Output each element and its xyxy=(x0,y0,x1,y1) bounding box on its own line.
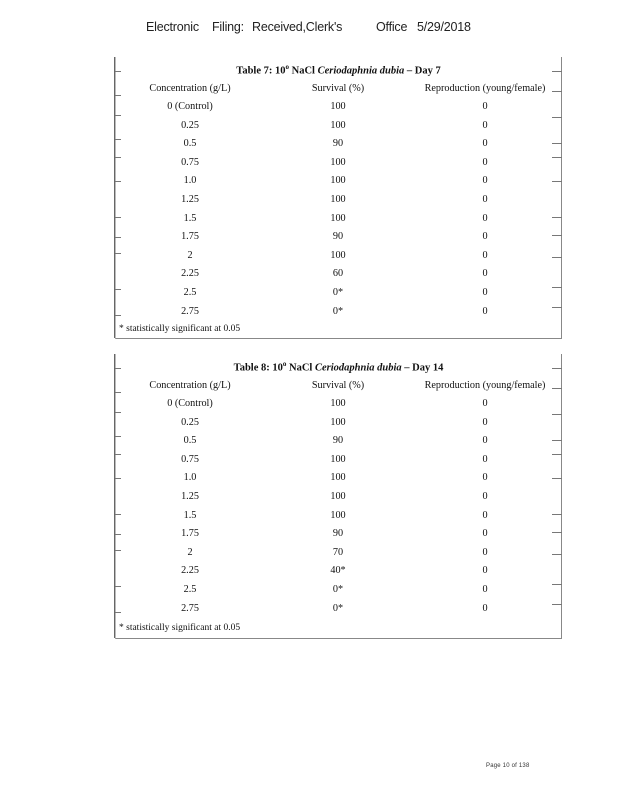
border-tick xyxy=(115,217,121,218)
cell-concentration: 0.75 xyxy=(181,453,199,465)
table-row xyxy=(116,268,561,286)
border-tick xyxy=(115,436,121,437)
table-title xyxy=(116,360,561,374)
cell-concentration: 1.5 xyxy=(183,212,197,224)
cell-survival: 100 xyxy=(330,398,346,409)
cell-concentration: 2 xyxy=(187,249,193,261)
table-title-degree: o xyxy=(285,63,289,71)
border-tick xyxy=(115,612,121,613)
column-header-concentration: Concentration (g/L) xyxy=(149,380,231,391)
table-row xyxy=(116,528,561,546)
table-row xyxy=(116,138,561,156)
cell-survival: 100 xyxy=(330,249,346,261)
cell-concentration: 0.5 xyxy=(183,138,197,150)
cell-reproduction: 0 xyxy=(482,231,488,243)
header-word-electronic: Electronic xyxy=(146,20,199,34)
cell-reproduction: 0 xyxy=(482,435,488,447)
cell-survival: 0* xyxy=(332,584,344,595)
cell-reproduction: 0 xyxy=(482,398,488,409)
cell-concentration: 1.0 xyxy=(183,472,197,484)
cell-survival: 100 xyxy=(330,156,346,168)
table-row xyxy=(116,584,561,602)
cell-survival: 60 xyxy=(332,268,344,280)
cell-concentration: 2.5 xyxy=(183,584,197,595)
border-tick xyxy=(115,534,121,535)
border-tick xyxy=(115,95,121,96)
cell-survival: 100 xyxy=(330,212,346,224)
cell-concentration: 0.25 xyxy=(181,119,199,131)
border-tick xyxy=(115,115,121,116)
table-title-salt: NaCl xyxy=(289,65,318,77)
cell-reproduction: 0 xyxy=(482,472,488,484)
table-row xyxy=(116,454,561,472)
table-footnote: * statistically significant at 0.05 xyxy=(119,324,241,334)
border-tick xyxy=(552,554,562,555)
cell-survival: 90 xyxy=(332,231,344,243)
border-tick xyxy=(115,586,121,587)
cell-reproduction: 0 xyxy=(482,528,488,540)
cell-survival: 70 xyxy=(332,546,344,558)
border-tick xyxy=(552,368,562,369)
border-tick xyxy=(552,440,562,441)
border-tick xyxy=(552,388,562,389)
header-date: 5/29/2018 xyxy=(417,20,471,34)
border-tick xyxy=(552,307,562,308)
cell-reproduction: 0 xyxy=(482,156,488,168)
table-title-degree: o xyxy=(282,360,287,368)
table-row xyxy=(116,306,561,324)
cell-survival: 100 xyxy=(330,472,346,484)
table-row xyxy=(116,547,561,565)
table-row xyxy=(116,510,561,528)
border-tick xyxy=(552,91,562,92)
cell-concentration: 0.25 xyxy=(181,416,199,428)
cell-survival: 100 xyxy=(330,101,346,112)
cell-survival: 90 xyxy=(332,435,344,447)
cell-reproduction: 0 xyxy=(482,101,488,112)
border-tick xyxy=(552,584,562,585)
table-row xyxy=(116,120,561,138)
table-title-prefix: Table 8: 10 xyxy=(233,362,283,374)
table-row xyxy=(116,565,561,583)
cell-concentration: 2 xyxy=(187,546,193,558)
header-word-office: Office xyxy=(376,20,408,34)
cell-concentration: 2.5 xyxy=(183,287,197,298)
border-tick xyxy=(552,287,562,288)
cell-survival: 100 xyxy=(330,119,346,131)
cell-survival: 0* xyxy=(332,602,344,614)
cell-concentration: 1.25 xyxy=(181,194,199,205)
column-header-reproduction: Reproduction (young/female) xyxy=(424,380,546,391)
table-row xyxy=(116,194,561,212)
border-tick xyxy=(115,514,121,515)
cell-survival: 90 xyxy=(332,528,344,540)
table-title-day: – Day 7 xyxy=(404,65,441,77)
border-tick xyxy=(115,412,121,413)
cell-reproduction: 0 xyxy=(482,602,488,614)
border-tick xyxy=(115,237,121,238)
cell-reproduction: 0 xyxy=(482,546,488,558)
table-row xyxy=(116,417,561,435)
cell-concentration: 2.25 xyxy=(181,268,199,280)
cell-reproduction: 0 xyxy=(482,138,488,150)
column-header-survival: Survival (%) xyxy=(311,380,365,391)
cell-survival: 40* xyxy=(330,565,346,577)
cell-survival: 90 xyxy=(332,138,344,150)
cell-reproduction: 0 xyxy=(482,491,488,502)
border-tick xyxy=(552,257,562,258)
table-row xyxy=(116,157,561,175)
cell-reproduction: 0 xyxy=(482,268,488,280)
border-tick xyxy=(552,235,562,236)
border-tick xyxy=(115,550,121,551)
column-header-concentration: Concentration (g/L) xyxy=(149,83,231,94)
header-word-received: Received,Clerk's xyxy=(252,20,343,34)
cell-survival: 100 xyxy=(330,491,346,502)
border-tick xyxy=(115,157,121,158)
border-tick xyxy=(552,117,562,118)
cell-survival: 0* xyxy=(332,305,344,317)
cell-concentration: 1.0 xyxy=(183,175,197,187)
border-tick xyxy=(552,181,562,182)
cell-survival: 100 xyxy=(330,416,346,428)
table-8 xyxy=(115,354,562,639)
border-tick xyxy=(552,478,562,479)
table-7 xyxy=(115,57,562,339)
cell-concentration: 1.5 xyxy=(183,509,197,521)
border-tick xyxy=(115,315,121,316)
cell-reproduction: 0 xyxy=(482,305,488,317)
table-row xyxy=(116,435,561,453)
border-tick xyxy=(552,514,562,515)
table-row xyxy=(116,398,561,416)
table-row xyxy=(116,250,561,268)
border-tick xyxy=(552,532,562,533)
cell-reproduction: 0 xyxy=(482,212,488,224)
cell-survival: 0* xyxy=(332,287,344,298)
cell-concentration: 0 (Control) xyxy=(167,101,213,112)
table-footnote: * statistically significant at 0.05 xyxy=(119,623,241,633)
cell-survival: 100 xyxy=(330,194,346,205)
border-tick xyxy=(115,289,121,290)
cell-concentration: 2.75 xyxy=(181,305,199,317)
border-tick xyxy=(552,217,562,218)
cell-reproduction: 0 xyxy=(482,565,488,577)
border-tick xyxy=(115,71,121,72)
cell-reproduction: 0 xyxy=(482,509,488,521)
border-tick xyxy=(115,253,121,254)
column-header-reproduction: Reproduction (young/female) xyxy=(424,83,546,94)
cell-survival: 100 xyxy=(330,175,346,187)
border-tick xyxy=(115,139,121,140)
border-tick xyxy=(552,414,562,415)
cell-survival: 100 xyxy=(330,453,346,465)
cell-survival: 100 xyxy=(330,509,346,521)
cell-concentration: 2.75 xyxy=(181,602,199,614)
cell-concentration: 0.5 xyxy=(183,435,197,447)
border-tick xyxy=(115,392,121,393)
cell-concentration: 1.25 xyxy=(181,491,199,502)
table-row xyxy=(116,491,561,509)
cell-concentration: 0.75 xyxy=(181,156,199,168)
border-tick xyxy=(115,478,121,479)
table-row xyxy=(116,231,561,249)
border-tick xyxy=(552,71,562,72)
column-header-survival: Survival (%) xyxy=(311,83,365,94)
cell-reproduction: 0 xyxy=(482,119,488,131)
table-title-day: – Day 14 xyxy=(401,362,444,374)
cell-concentration: 1.75 xyxy=(181,231,199,243)
table-row xyxy=(116,287,561,305)
cell-reproduction: 0 xyxy=(482,584,488,595)
border-tick xyxy=(552,454,562,455)
border-tick xyxy=(552,157,562,158)
border-tick xyxy=(115,454,121,455)
table-row xyxy=(116,213,561,231)
table-row xyxy=(116,101,561,119)
table-row xyxy=(116,175,561,193)
border-tick xyxy=(115,181,121,182)
table-title-species: Ceriodaphnia dubia xyxy=(314,362,402,374)
border-tick xyxy=(115,368,121,369)
page-number: Page 10 of 138 xyxy=(486,763,530,769)
header-word-filing: Filing: xyxy=(212,20,244,34)
cell-reproduction: 0 xyxy=(482,175,488,187)
table-row xyxy=(116,472,561,490)
border-tick xyxy=(552,604,562,605)
cell-concentration: 2.25 xyxy=(181,565,199,577)
cell-reproduction: 0 xyxy=(482,287,488,298)
cell-reproduction: 0 xyxy=(482,416,488,428)
table-title-salt: NaCl xyxy=(286,362,315,374)
table-row xyxy=(116,603,561,621)
cell-concentration: 0 (Control) xyxy=(167,398,213,409)
table-title-prefix: Table 7: 10 xyxy=(236,65,286,77)
cell-reproduction: 0 xyxy=(482,453,488,465)
cell-reproduction: 0 xyxy=(482,194,488,205)
table-title xyxy=(116,63,561,77)
cell-concentration: 1.75 xyxy=(181,528,199,540)
cell-reproduction: 0 xyxy=(482,249,488,261)
table-title-species: Ceriodaphnia dubia xyxy=(317,65,405,77)
border-tick xyxy=(552,143,562,144)
filing-header xyxy=(146,20,471,34)
